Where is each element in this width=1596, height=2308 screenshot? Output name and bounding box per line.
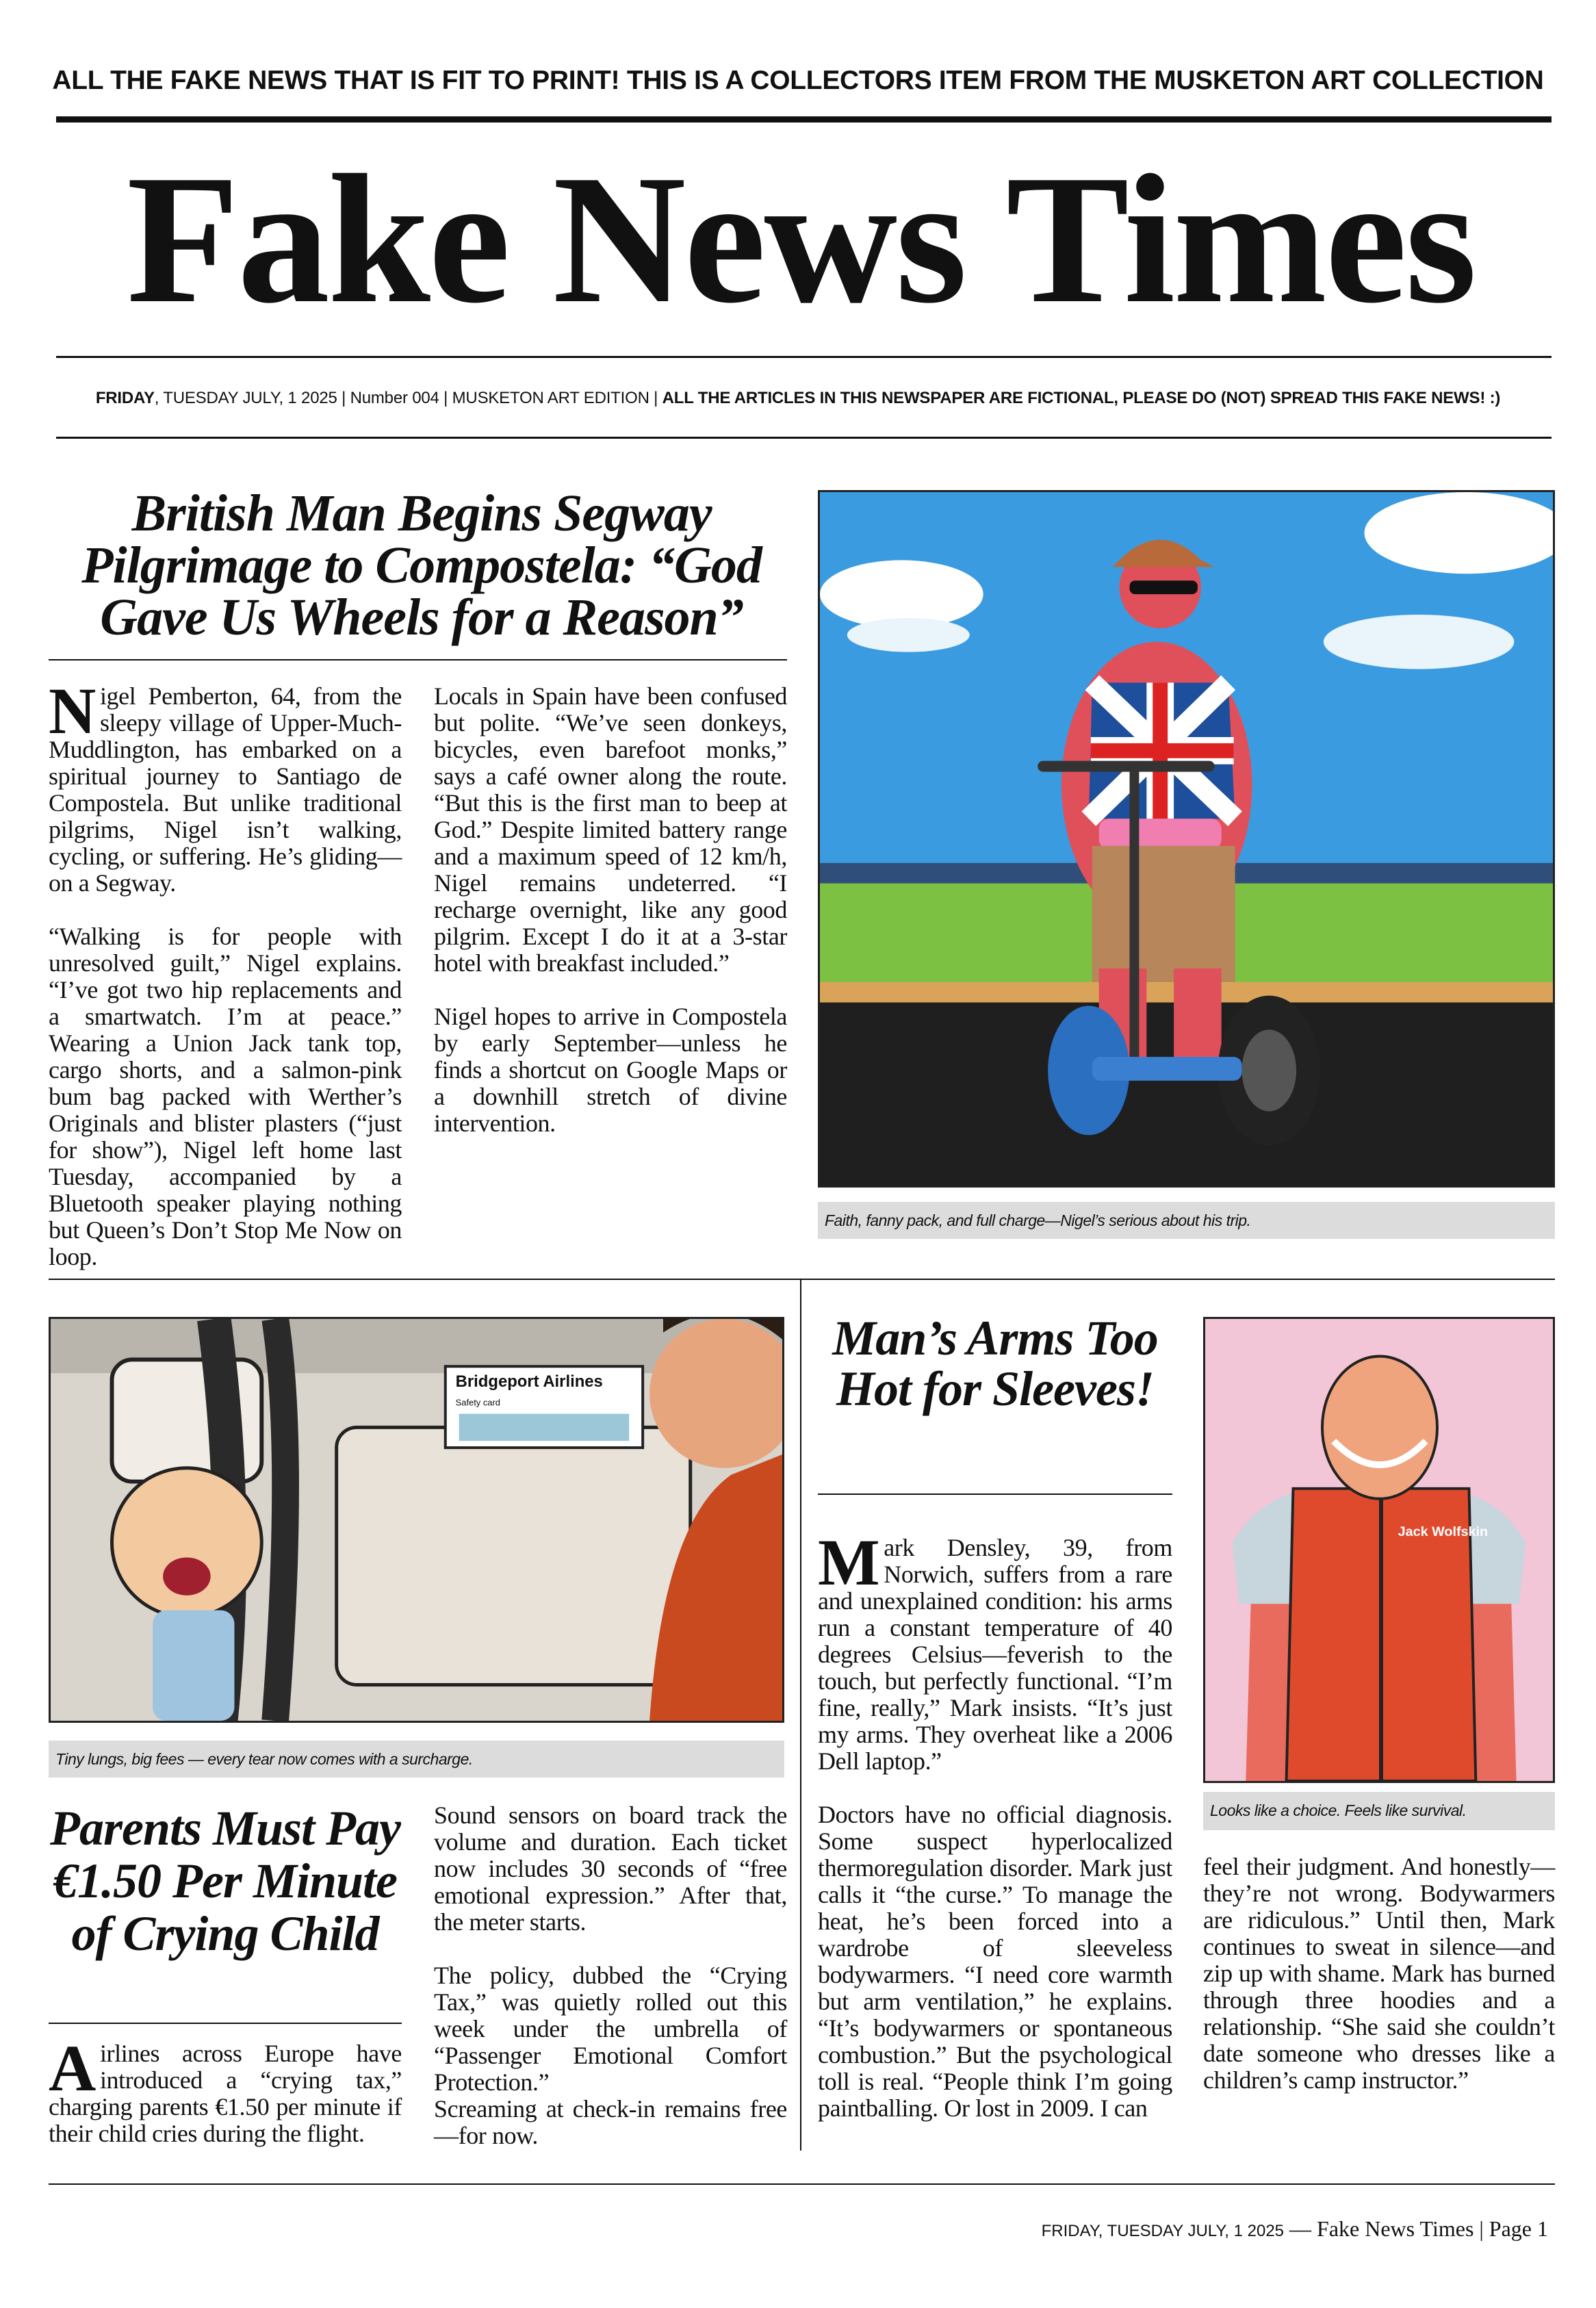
article2-headline: Parents Must Pay €1.50 Per Minute of Crying Child — [49, 1801, 401, 1961]
section-rule — [49, 1279, 1555, 1280]
masthead-bottom-rule — [56, 356, 1552, 358]
dateline-day: FRIDAY — [95, 389, 155, 407]
article2-p3: The policy, dubbed the “Crying Tax,” was quietly rolled out this week under the umbrella of “Passenger Emotional Comfort Protection.” — [434, 1962, 787, 2096]
article2-column-2 — [434, 1802, 787, 2176]
segway-photo — [818, 490, 1555, 1188]
footer-rule — [49, 2183, 1555, 2185]
footer — [1042, 2216, 1548, 2242]
footer-date: , TUESDAY JULY, 1 2025 — [1098, 2222, 1285, 2240]
dateline — [0, 389, 1596, 408]
article2-column-1 — [49, 2031, 402, 2174]
article2-rule — [49, 2023, 402, 2024]
masthead-title: Fake News Times — [127, 137, 1475, 342]
article2-p2: Sound sensors on board track the volume and duration. Each ticket now includes 30 seconds of “free emotional expression.” After that, the meter starts. — [434, 1801, 787, 1936]
segway-photo-caption: Faith, fanny pack, and full charge—Nigel’s serious about his trip. — [818, 1202, 1555, 1239]
article1-p4: Nigel hopes to arrive in Compostela by early September—unless he finds a shortcut on Google Maps or a downhill stretch of divine intervention. — [434, 1003, 787, 1137]
crying-baby-photo — [49, 1317, 784, 1723]
safety-card-title: Bridgeport Airlines — [455, 1372, 603, 1391]
article1-p3: Locals in Spain have been confused but polite. “We’ve seen donkeys, bicycles, even barefoot monks,” says a café owner along the route. “But this is the first man to beep at God.” Despite limited battery range and a maximum speed of 12 km/h, Nigel remains undeterred. “I recharge overnight, like any good pilgrim. Except I do it at a 3-star hotel with breakfast included.” — [434, 682, 787, 977]
article3-p2-part2: feel their judgment. And honestly—they’re not wrong. Bodywarmers are ridiculous.” Until then, Mark continues to sweat in silence—and zip up with shame. Mark has burned through three hoodies and a relationship. “She said she couldn’t date someone who dresses like a children’s camp instructor.” — [1203, 1853, 1555, 2094]
article3-rule — [818, 1493, 1172, 1495]
article1-headline: British Man Begins Segway Pilgrimage to Compostela: “God Gave Us Wheels for a Reason” — [81, 485, 762, 646]
tagline: ALL THE FAKE NEWS THAT IS FIT TO PRINT! THIS IS A COLLECTORS ITEM FROM THE MUSKETON ART COLLECTION — [52, 66, 1544, 95]
dateline-info: , TUESDAY JULY, 1 2025 | Number 004 | MUSKETON ART EDITION | — [154, 389, 662, 407]
article2-dropcap: A — [49, 2031, 96, 2105]
article1-dropcap: N — [49, 674, 96, 747]
masthead-top-rule — [56, 116, 1552, 123]
bodywarmer-man-photo — [1203, 1317, 1555, 1783]
crying-baby-caption: Tiny lungs, big fees — every tear now comes with a surcharge. — [49, 1741, 784, 1778]
article2-p1: irlines across Europe have introduced a “crying tax,” charging parents €1.50 per minute if their child cries during the flight. — [49, 2040, 402, 2147]
article1-column-2 — [434, 683, 787, 1164]
safety-card-subtitle: Safety card — [455, 1397, 500, 1408]
article1-p1: igel Pemberton, 64, from the sleepy village of Upper-Much-Muddlington, has embarked on a spiritual journey to Santiago de Compostela. But unlike traditional pilgrims, Nigel isn’t walking, cycling, or suffering. He’s gliding—on a Segway. — [49, 682, 402, 897]
dateline-rule — [56, 437, 1552, 439]
footer-day: FRIDAY — [1041, 2222, 1098, 2240]
article1-column-1 — [49, 674, 402, 1297]
article1-p2: “Walking is for people with unresolved guilt,” Nigel explains. “I’ve got two hip replacements and a smartwatch. I’m at peace.” Wearing a Union Jack tank top, cargo shorts, and a salmon-pink bum bag packed with Werther’s Originals and blister plasters (“just for show”), Nigel left home last Tuesday, accompanied by a Bluetooth speaker playing nothing but Queen’s Don’t Stop Me Now on loop. — [49, 923, 402, 1270]
footer-paper: — Fake News Times | Page 1 — [1284, 2216, 1548, 2241]
article2-p4: Screaming at check-in remains free—for now. — [434, 2095, 787, 2149]
article3-p1: ark Densley, 39, from Norwich, suffers from a rare and unexplained condition: his arms run a constant temperature of 40 degrees Celsius—feverish to the touch, but perfectly functional. “I’m fine, really,” Mark insists. “It’s just my arms. They overheat like a 2006 Dell laptop.” — [818, 1534, 1172, 1775]
column-divider — [800, 1280, 801, 2151]
article3-p2-part1: Doctors have no official diagnosis. Some suspect hyperlocalized thermoregulation disorder. Mark just calls it “the curse.” To manage the heat, he’s been forced into a wardrobe of sleeveless bodywarmers. “I need core warmth but arm ventilation,” he explains. “It’s bodywarmers or spontaneous combustion.” But the psychological toll is real. “People think I’m going paintballing. Or lost in 2009. I can — [818, 1801, 1172, 2122]
article3-headline: Man’s Arms Too Hot for Sleeves! — [832, 1311, 1158, 1416]
vest-brand-logo: Jack Wolfskin — [1398, 1524, 1489, 1540]
bodywarmer-caption: Looks like a choice. Feels like survival. — [1203, 1792, 1555, 1830]
article1-rule — [49, 659, 787, 661]
article3-dropcap: M — [818, 1526, 880, 1599]
dateline-disclaimer: ALL THE ARTICLES IN THIS NEWSPAPER ARE FICTIONAL, PLEASE DO (NOT) SPREAD THIS FAKE NEWS! :) — [662, 389, 1501, 407]
